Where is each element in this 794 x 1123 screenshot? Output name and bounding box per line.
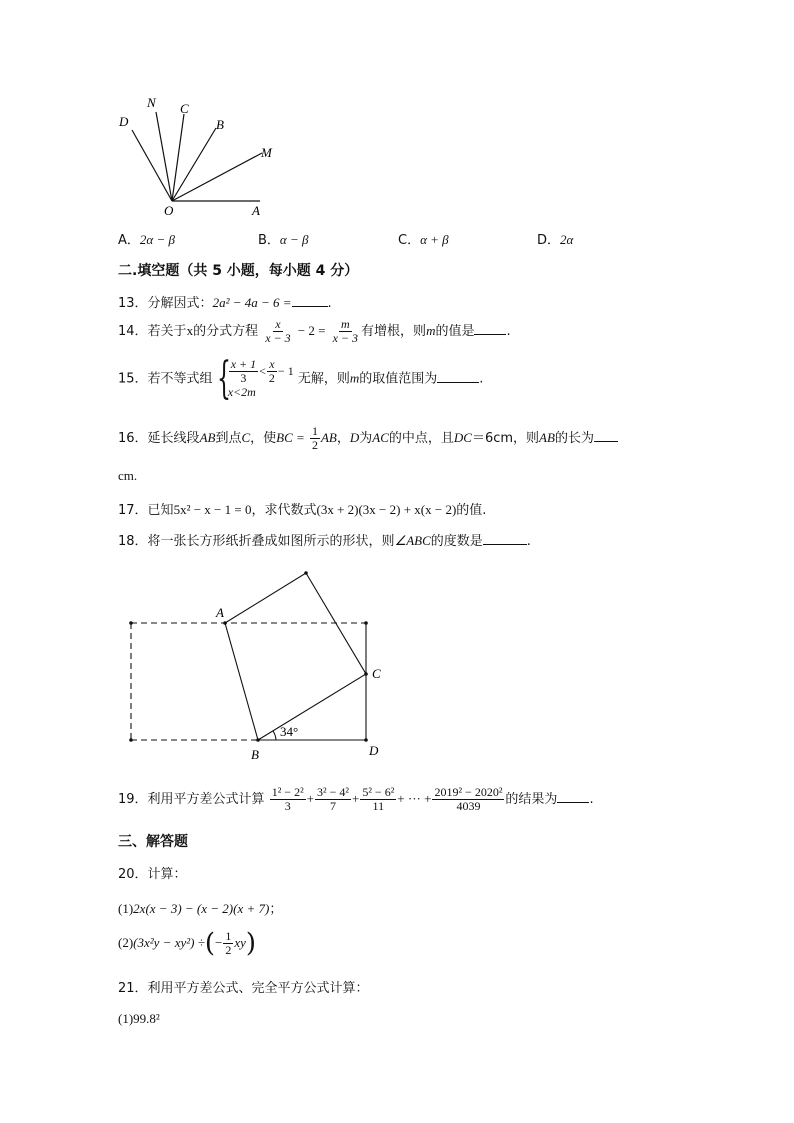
question-14: 14．若关于x的分式方程 $\frac{x}{x - 3}$ − 2 = $\frac{m}{x - 3}$ 有增根，则m的值是 . (118, 317, 511, 345)
ray-oc (172, 114, 184, 201)
question-13: 13．分解因式：2a² − 4a − 6 = . (118, 295, 332, 311)
label-d: D (369, 743, 379, 758)
question-15: 15．若不等式组 { $\frac{x + 1}{3}$ < $\frac{x}{2}$ − 1 x<2m 无解，则m的取值范围为 . (118, 353, 484, 404)
fold-figure (120, 565, 400, 770)
question-18: 18．将一张长方形纸折叠成如图所示的形状，则∠ABC的度数是 . (118, 533, 531, 549)
section-2-title: 二.填空题（共 5 小题，每小题 4 分） (118, 263, 359, 279)
question-17: 17．已知5x² − x − 1 = 0，求代数式(3x + 2)(3x − 2) + x(x − 2)的值. (118, 502, 487, 518)
option-a: A．2α − β (118, 232, 175, 248)
question-19: 19．利用平方差公式计算 $\frac{\text{1² − 2²}}{3}$ + $\frac{\text{3² − 4²}}{7}$ + $\frac{\text{5² − 6²}}{11}$ + ··· + $\frac{\text{2019² − 2020²}}{4039}$ 的结果为 . (118, 785, 594, 813)
label-a: A (252, 203, 260, 218)
question-20-part-1: (1)2x(x − 3) − (x − 2)(x + 7)； (118, 901, 283, 917)
label-b: B (216, 117, 224, 132)
label-d: D (119, 114, 129, 129)
angle-label: 34° (280, 724, 299, 739)
label-c: C (372, 666, 381, 681)
option-b: B．α − β (258, 232, 309, 248)
label-c: C (180, 101, 189, 116)
angle-figure (110, 90, 290, 220)
label-a: A (216, 605, 224, 620)
section-3-title: 三、解答题 (118, 834, 188, 850)
label-b: B (251, 747, 259, 762)
question-20-part-2: (2)(3x²y − xy²) ÷(− $\frac{1}{2}$ xy) (118, 928, 257, 959)
label-o: O (164, 203, 174, 218)
label-m: M (261, 145, 272, 160)
question-20: 20．计算： (118, 867, 187, 882)
option-d: D．2α (537, 232, 574, 248)
label-n: N (147, 95, 156, 110)
angle-arc (273, 731, 276, 740)
question-21-part-1: (1)99.8² (118, 1011, 160, 1026)
ray-ob (172, 128, 216, 201)
question-16: 16．延长线段AB到点C，使BC = $\frac{1}{2}$ AB，D为AC的中点，且DC＝6cm，则AB的长为 (118, 425, 618, 452)
question-16-unit: cm. (118, 468, 138, 483)
folded-flap (225, 573, 366, 740)
ray-om (172, 153, 262, 201)
option-c: C．α + β (398, 232, 449, 248)
question-21: 21．利用平方差公式、完全平方公式计算： (118, 981, 369, 996)
